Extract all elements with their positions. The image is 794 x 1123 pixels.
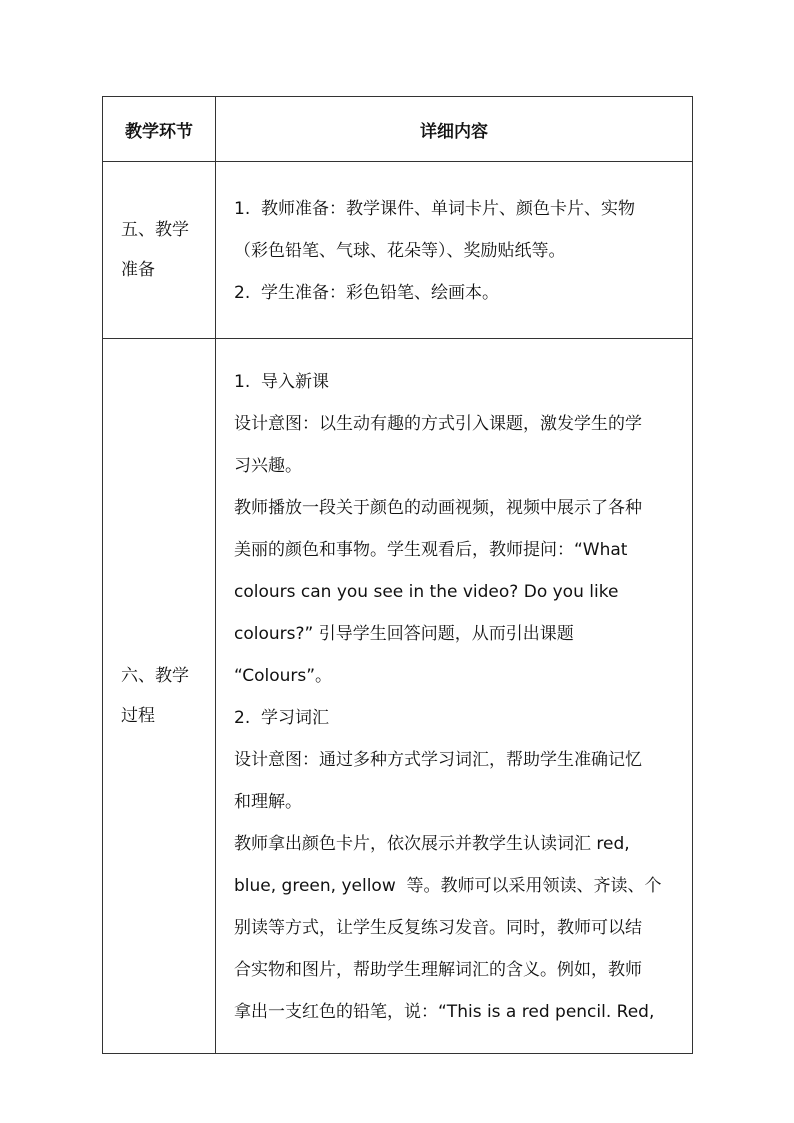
content-line: 1. 导入新课: [234, 372, 330, 392]
content-line: 教师拿出颜色卡片，依次展示并教学生认读词汇 red,: [234, 834, 630, 854]
content-line: 美丽的颜色和事物。学生观看后，教师提问：“What: [234, 540, 628, 560]
content-line: 2. 学习词汇: [234, 708, 330, 728]
content-line: 教师播放一段关于颜色的动画视频，视频中展示了各种: [234, 498, 642, 518]
row-label-line: 六、教学: [121, 666, 189, 686]
content-line: 习兴趣。: [234, 456, 302, 476]
content-line: 拿出一支红色的铅笔，说：“This is a red pencil. Red,: [234, 1002, 655, 1022]
content-line: 和理解。: [234, 792, 302, 812]
content-line: blue, green, yellow 等。教师可以采用领读、齐读、个: [234, 876, 662, 896]
content-line: 1. 教师准备：教学课件、单词卡片、颜色卡片、实物: [234, 199, 636, 219]
content-line: 合实物和图片，帮助学生理解词汇的含义。例如，教师: [234, 960, 642, 980]
content-line: colours can you see in the video? Do you like: [234, 582, 619, 602]
content-line: 别读等方式，让学生反复练习发音。同时，教师可以结: [234, 918, 642, 938]
lesson-plan-table: [102, 96, 693, 1054]
table-row-process: [103, 339, 693, 1054]
header-detailed-content: 详细内容: [216, 97, 693, 162]
row-label-preparation: [103, 162, 216, 339]
content-line: colours?” 引导学生回答问题，从而引出课题: [234, 624, 574, 644]
content-line: 2. 学生准备：彩色铅笔、绘画本。: [234, 283, 500, 303]
row-label-line: 五、教学: [121, 220, 189, 240]
row-content-process: [216, 339, 693, 1054]
header-teaching-stage: 教学环节: [103, 97, 216, 162]
table-row-preparation: [103, 162, 693, 339]
table-header-row: [103, 97, 693, 162]
content-line: （彩色铅笔、气球、花朵等）、奖励贴纸等。: [234, 241, 566, 261]
row-label-line: 准备: [121, 260, 155, 280]
row-content-preparation: [216, 162, 693, 339]
content-line: “Colours”。: [234, 666, 333, 686]
row-label-process: [103, 339, 216, 1054]
content-line: 设计意图：以生动有趣的方式引入课题，激发学生的学: [234, 414, 642, 434]
content-line: 设计意图：通过多种方式学习词汇，帮助学生准确记忆: [234, 750, 642, 770]
row-label-line: 过程: [121, 706, 155, 726]
